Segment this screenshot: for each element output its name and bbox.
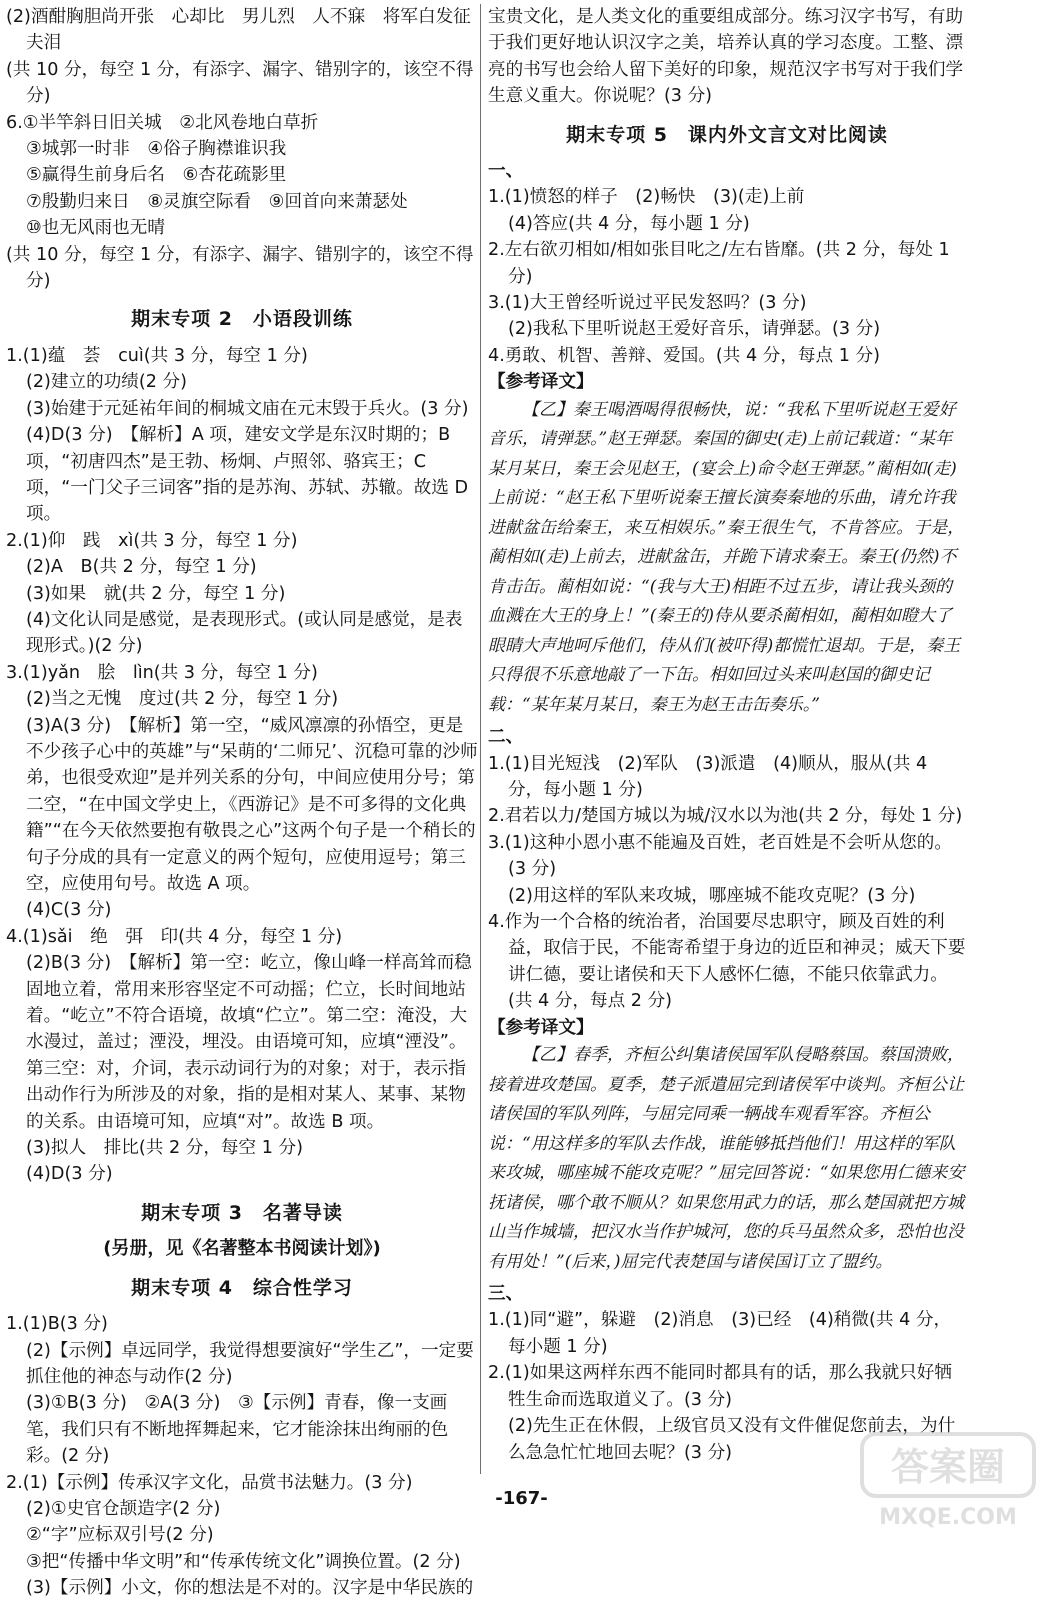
section-heading: 期末专项 2 小语段训练 bbox=[131, 308, 353, 331]
answer-line: 6.①半竿斜日旧关城 ②北风卷地白草折 bbox=[6, 112, 319, 133]
page-number: -167- bbox=[495, 1488, 548, 1509]
answer-line: ⑤赢得生前身后名 ⑥杏花疏影里 bbox=[26, 165, 287, 186]
answer-line: 1.(1)目光短浅 (2)军队 (3)派遣 (4)顺从，服从(共 4 分，每小题 1 分) bbox=[488, 753, 928, 800]
answer-line: (3)拟人 排比(共 2 分，每空 1 分) bbox=[26, 1138, 303, 1159]
watermark-icon bbox=[860, 1432, 1036, 1532]
answer-line: 3.(1)yǎn 脍 lìn(共 3 分，每空 1 分) bbox=[6, 662, 318, 683]
section-heading: 期末专项 5 课内外文言文对比阅读 bbox=[566, 123, 888, 146]
answer-line: (4)D(3 分) 【解析】A 项，建安文学是东汉时期的；B 项，“初唐四杰”是王勃、杨炯、卢照邻、骆宾王；C 项，“一门父子三词客”指的是苏洵、苏轼、苏辙。故选 D 项。 bbox=[26, 425, 469, 525]
answer-line: 2.君若以力/楚国方城以为城/汉水以为池(共 2 分，每处 1 分) bbox=[488, 806, 963, 827]
answer-line: (共 10 分，每空 1 分，有添字、漏字、错别字的，该空不得分) bbox=[6, 59, 474, 107]
answer-line: (3)如果 就(共 2 分，每空 1 分) bbox=[26, 583, 286, 604]
answer-line: 3.(1)这种小恩小惠不能遍及百姓，老百姓是不会听从您的。(3 分) bbox=[488, 832, 952, 880]
answer-line: 1.(1)B(3 分) bbox=[6, 1314, 108, 1335]
answer-line: 4.作为一个合格的统治者，治国要尽忠职守，顾及百姓的利益，取信于民，不能寄希望于身边的近臣和神灵；威天下要讲仁德，要让诸侯和天下人感怀仁德，不能只依靠武力。(共 4 分，每点 2 分) bbox=[488, 912, 966, 1012]
translation-label: 【参考译文】 bbox=[488, 1017, 594, 1038]
answer-line: 2.(1)【示例】传承汉字文化，品赏书法魅力。(3 分) bbox=[6, 1472, 413, 1493]
answer-line: (3)A(3 分) 【解析】第一空，“威风凛凛的孙悟空，更是不少孩子心中的英雄”与“呆萌的‘二师兄’、沉稳可靠的沙师弟，也很受欢迎”是并列关系的分句，中间应使用分号；第二空，“在中国文学史上，《西游记》是不可多得的文化典籍”“在今天依然要抱有敬畏之心”这两个句子是一个稍长的句子分成的具有一定意义的两个短句，应使用逗号；第三空，应使用句号。故选 A 项。 bbox=[26, 715, 478, 894]
answer-line: (2)建立的功绩(2 分) bbox=[26, 372, 187, 393]
reference-translation: 【乙】春季，齐桓公纠集诸侯国军队侵略蔡国。蔡国溃败，接着进攻楚国。夏季，楚子派遣屈完到诸侯军中谈判。齐桓公让诸侯国的军队列阵，与屈完同乘一辆战车观看军容。齐桓公说：“用这样多的军队去作战，谁能够抵挡他们！用这样的军队来攻城，哪座城不能攻克呢？”屈完回答说：“如果您用仁德来安抚诸侯，哪个敢不顺从？如果您用武力的话，那么楚国就把方城山当作城墙，把汉水当作护城河，您的兵马虽然众多，恐怕也没有用处！”(后来，)屈完代表楚国与诸侯国订立了盟约。 bbox=[488, 1045, 965, 1272]
translation-label: 【参考译文】 bbox=[488, 372, 594, 393]
answer-line: 2.(1)如果这两样东西不能同时都具有的话，那么我就只好牺牲生命而选取道义了。(3 分) bbox=[488, 1363, 952, 1410]
answer-line: (共 10 分，每空 1 分，有添字、漏字、错别字的，该空不得分) bbox=[6, 244, 474, 292]
answer-line: (2)B(3 分) 【解析】第一空：屹立，像山峰一样高耸而稳固地立着，常用来形容坚定不可动摇；伫立，长时间地站着。“屹立”不符合语境，故填“伫立”。第二空：淹没，大水漫过，盖过；湮没，埋没。由语境可知，应填“湮没”。第三空：对，介词，表示动词行为的对象；对于，表示指出动作行为所涉及的对象，指的是相对某人、某事、某物的关系。由语境可知，应填“对”。故选 B 项。 bbox=[26, 953, 472, 1132]
reference-translation: 【乙】秦王喝酒喝得很畅快，说：“我私下里听说赵王爱好音乐，请弹瑟。”赵王弹瑟。秦国的御史(走)上前记载道：“某年某月某日，秦王会见赵王，(宴会上)命令赵王弹瑟。”蔺相如(走)上前说：“赵王私下里听说秦王擅长演奏秦地的乐曲，请允许我进献盆缶给秦王，来互相娱乐。”秦王很生气，不肯答应。于是，蔺相如(走)上前去，进献盆缶，并跪下请求秦王。秦王(仍然)不肯击缶。蔺相如说：“(我与大王)相距不过五步，请让我头颈的血溅在大王的身上！”(秦王的)侍从要杀蔺相如，蔺相如瞪大了眼睛大声地呵斥他们，侍从们(被吓得)都慌忙退却。于是，秦王只得很不乐意地敲了一下缶。相如回过头来叫赵国的御史记载：“某年某月某日，秦王为赵王击缶奏乐。” bbox=[488, 399, 965, 715]
watermark-url: MXQE.COM bbox=[879, 1505, 1017, 1530]
answer-line: (2)A B(共 2 分，每空 1 分) bbox=[26, 557, 257, 578]
answer-line: ③城郭一时非 ④俗子胸襟谁识我 bbox=[26, 139, 287, 160]
answer-line: (4)C(3 分) bbox=[26, 900, 112, 921]
answer-line: 4.(1)sǎi 绝 弭 印(共 4 分，每空 1 分) bbox=[6, 926, 343, 947]
answer-line: ⑩也无风雨也无晴 bbox=[26, 218, 165, 239]
answer-line: (2)酒酣胸胆尚开张 心却比 男儿烈 人不寐 将军白发征夫泪 bbox=[6, 7, 471, 54]
answer-line: 4.勇敢、机智、善辩、爱国。(共 4 分，每点 1 分) bbox=[488, 345, 880, 366]
answer-line: (2)当之无愧 度过(共 2 分，每空 1 分) bbox=[26, 689, 339, 710]
answer-line: (4)文化认同是感觉，是表现形式。(或认同是感觉，是表现形式。)(2 分) bbox=[26, 609, 463, 657]
part-number: 一、 bbox=[488, 161, 524, 182]
section-subheading: (另册，见《名著整本书阅读计划》) bbox=[103, 1238, 381, 1260]
answer-line: (2)①史官仓颉造字(2 分) bbox=[26, 1498, 221, 1519]
answer-line: (3)【示例】小文，你的想法是不对的。汉字是中华民族的 bbox=[26, 1578, 474, 1599]
answer-line: (3)始建于元延祐年间的桐城文庙在元末毁于兵火。(3 分) bbox=[26, 398, 469, 419]
watermark-logo bbox=[860, 1432, 1036, 1532]
answer-line: 2.(1)仰 践 xì(共 3 分，每空 1 分) bbox=[6, 530, 298, 551]
answer-line: (2)用这样的军队来攻城，哪座城不能攻克呢？(3 分) bbox=[508, 885, 916, 906]
answer-line: 3.(1)大王曾经听说过平民发怒吗？(3 分) bbox=[488, 293, 807, 314]
answer-line: 1.(1)愤怒的样子 (2)畅快 (3)(走)上前 bbox=[488, 187, 805, 208]
answer-line: 2.左右欲刃相如/相如张目叱之/左右皆靡。(共 2 分，每处 1 分) bbox=[488, 240, 950, 287]
section-heading: 期末专项 3 名著导读 bbox=[141, 1201, 343, 1224]
column-divider bbox=[480, 4, 481, 1474]
answer-line: (3)①B(3 分) ②A(3 分) ③【示例】青春，像一支画笔，我们只有不断地挥舞起来，它才能涂抹出绚丽的色彩。(2 分) bbox=[26, 1393, 449, 1467]
answer-line: ③把“传播中华文明”和“传承传统文化”调换位置。(2 分) bbox=[26, 1551, 461, 1572]
answer-line: ⑦殷勤归来日 ⑧灵旗空际看 ⑨回首向来萧瑟处 bbox=[26, 191, 408, 212]
section-heading: 期末专项 4 综合性学习 bbox=[131, 1276, 353, 1299]
part-number: 二、 bbox=[488, 727, 524, 748]
answer-line: (4)答应(共 4 分，每小题 1 分) bbox=[508, 213, 750, 234]
part-number: 三、 bbox=[488, 1284, 524, 1305]
answer-line: 1.(1)同“避”，躲避 (2)消息 (3)已经 (4)稍微(共 4 分，每小题 1 分) bbox=[488, 1310, 952, 1357]
answer-line: (2)先生正在休假，上级官员又没有文件催促您前去，为什么急急忙忙地回去呢？(3 分) bbox=[508, 1416, 956, 1463]
right-column bbox=[488, 4, 966, 1466]
left-column bbox=[6, 4, 478, 1602]
answer-line: (2)我私下里听说赵王爱好音乐，请弹瑟。(3 分) bbox=[508, 319, 881, 340]
answer-line: (4)D(3 分) bbox=[26, 1164, 113, 1185]
answer-line: ②“字”应标双引号(2 分) bbox=[26, 1525, 214, 1546]
answer-line: 宝贵文化，是人类文化的重要组成部分。练习汉字书写，有助于我们更好地认识汉字之美，培养认真的学习态度。工整、漂亮的书写也会给人留下美好的印象，规范汉字书写对于我们学生意义重大。你说呢？(3 分) bbox=[488, 7, 964, 107]
answer-line: (2)【示例】卓远同学，我觉得想要演好“学生乙”，一定要抓住他的神态与动作(2 分) bbox=[26, 1340, 474, 1387]
watermark-text: 答案圈 bbox=[890, 1445, 1006, 1489]
answer-line: 1.(1)蕴 荟 cuì(共 3 分，每空 1 分) bbox=[6, 345, 308, 366]
